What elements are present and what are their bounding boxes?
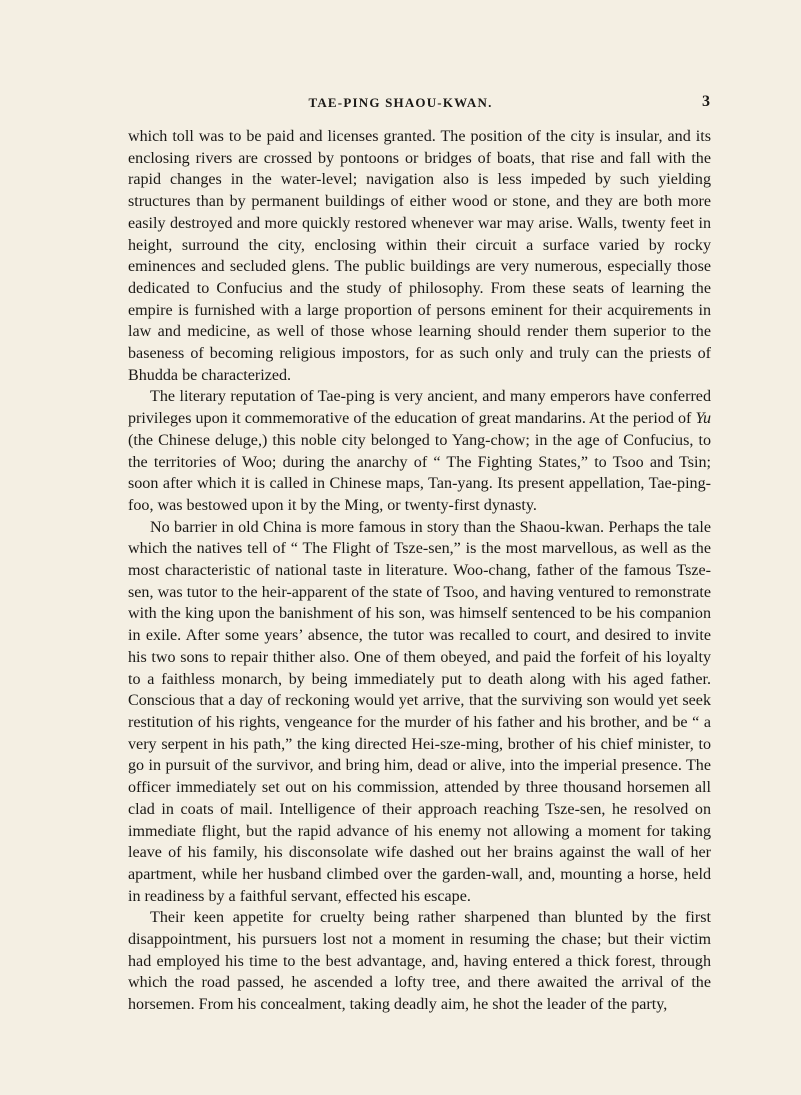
paragraph-3: No barrier in old China is more famous in story than the Shaou-kwan. Perhaps the tale which the natives tell of “ The Flight of Tsze-sen,” is the most marvellous, as well as the most characteristic of national taste in literature. Woo-chang, father of the famous Tsze-sen, was tutor to the heir-apparent of the state of Tsoo, and having ventured to remonstrate with the king upon the banishment of his son, was himself sentenced to be his companion in exile. After some years’ absence, the tutor was recalled to court, and desired to invite his two sons to repair thither also. One of them obeyed, and paid the forfeit of his loyalty to a faithless monarch, by being immediately put to death along with his aged father. Conscious that a day of reckoning would yet arrive, that the surviving son would yet seek restitution of his rights, vengeance for the murder of his father and his brother, and be “ a very serpent in his path,” the king directed Hei-sze-ming, brother of his chief minister, to go in pursuit of the survivor, and bring him, dead or alive, into the imperial presence. The officer immediately set out on his commission, attended by three thousand horsemen all clad in coats of mail. Intelligence of their approach reaching Tsze-sen, he resolved on immediate flight, but the rapid advance of his enemy not allowing a moment for taking leave of his family, his disconsolate wife dashed out her brains against the wall of her apartment, while her husband climbed over the garden-wall, and, mounting a horse, held in readiness by a faithful servant, effected his escape. — [128, 518, 711, 905]
body-text — [128, 126, 711, 1016]
paragraph-2-italic-term: Yu — [695, 410, 711, 428]
paragraph-2-text-before: The literary reputation of Tae-ping is very ancient, and many emperors have conferred privileges upon it commemorative of the education of great mandarins. At the period of — [128, 388, 711, 428]
running-header — [0, 93, 801, 117]
paragraph-4: Their keen appetite for cruelty being rather sharpened than blunted by the first disappointment, his pursuers lost not a moment in resuming the chase; but their victim had employed his time to the best advantage, and, having entered a thick forest, through which the road passed, he ascended a lofty tree, and there awaited the arrival of the horsemen. From his concealment, taking deadly aim, he shot the leader of the party, — [128, 909, 711, 1014]
running-title: TAE-PING SHAOU-KWAN. — [308, 95, 493, 110]
page-number: 3 — [702, 93, 710, 110]
paragraph-2-text-after: (the Chinese deluge,) this noble city belonged to Yang-chow; in the age of Confucius, to the territories of Woo; during the anarchy of “ The Fighting States,” to Tsoo and Tsin; soon after which it is called in Chinese maps, Tan-yang. Its present appellation, Tae-ping-foo, was bestowed upon it by the Ming, or twenty-first dynasty. — [128, 431, 711, 514]
paragraph-2 — [128, 386, 711, 516]
paragraph-1: which toll was to be paid and licenses granted. The position of the city is insular, and its enclosing rivers are crossed by pontoons or bridges of boats, that rise and fall with the rapid changes in the water-level; navigation also is less impeded by such yielding structures than by permanent buildings of either wood or stone, and they are both more easily destroyed and more quickly restored whenever war may arise. Walls, twenty feet in height, surround the city, enclosing within their circuit a surface varied by rocky eminences and secluded glens. The public buildings are very numerous, especially those dedicated to Confucius and the study of philosophy. From these seats of learning the empire is furnished with a large proportion of persons eminent for their acquirements in law and medicine, as well of those whose learning should render them superior to the baseness of becoming religious impostors, for as such only and truly can the priests of Bhudda be characterized. — [128, 128, 711, 384]
